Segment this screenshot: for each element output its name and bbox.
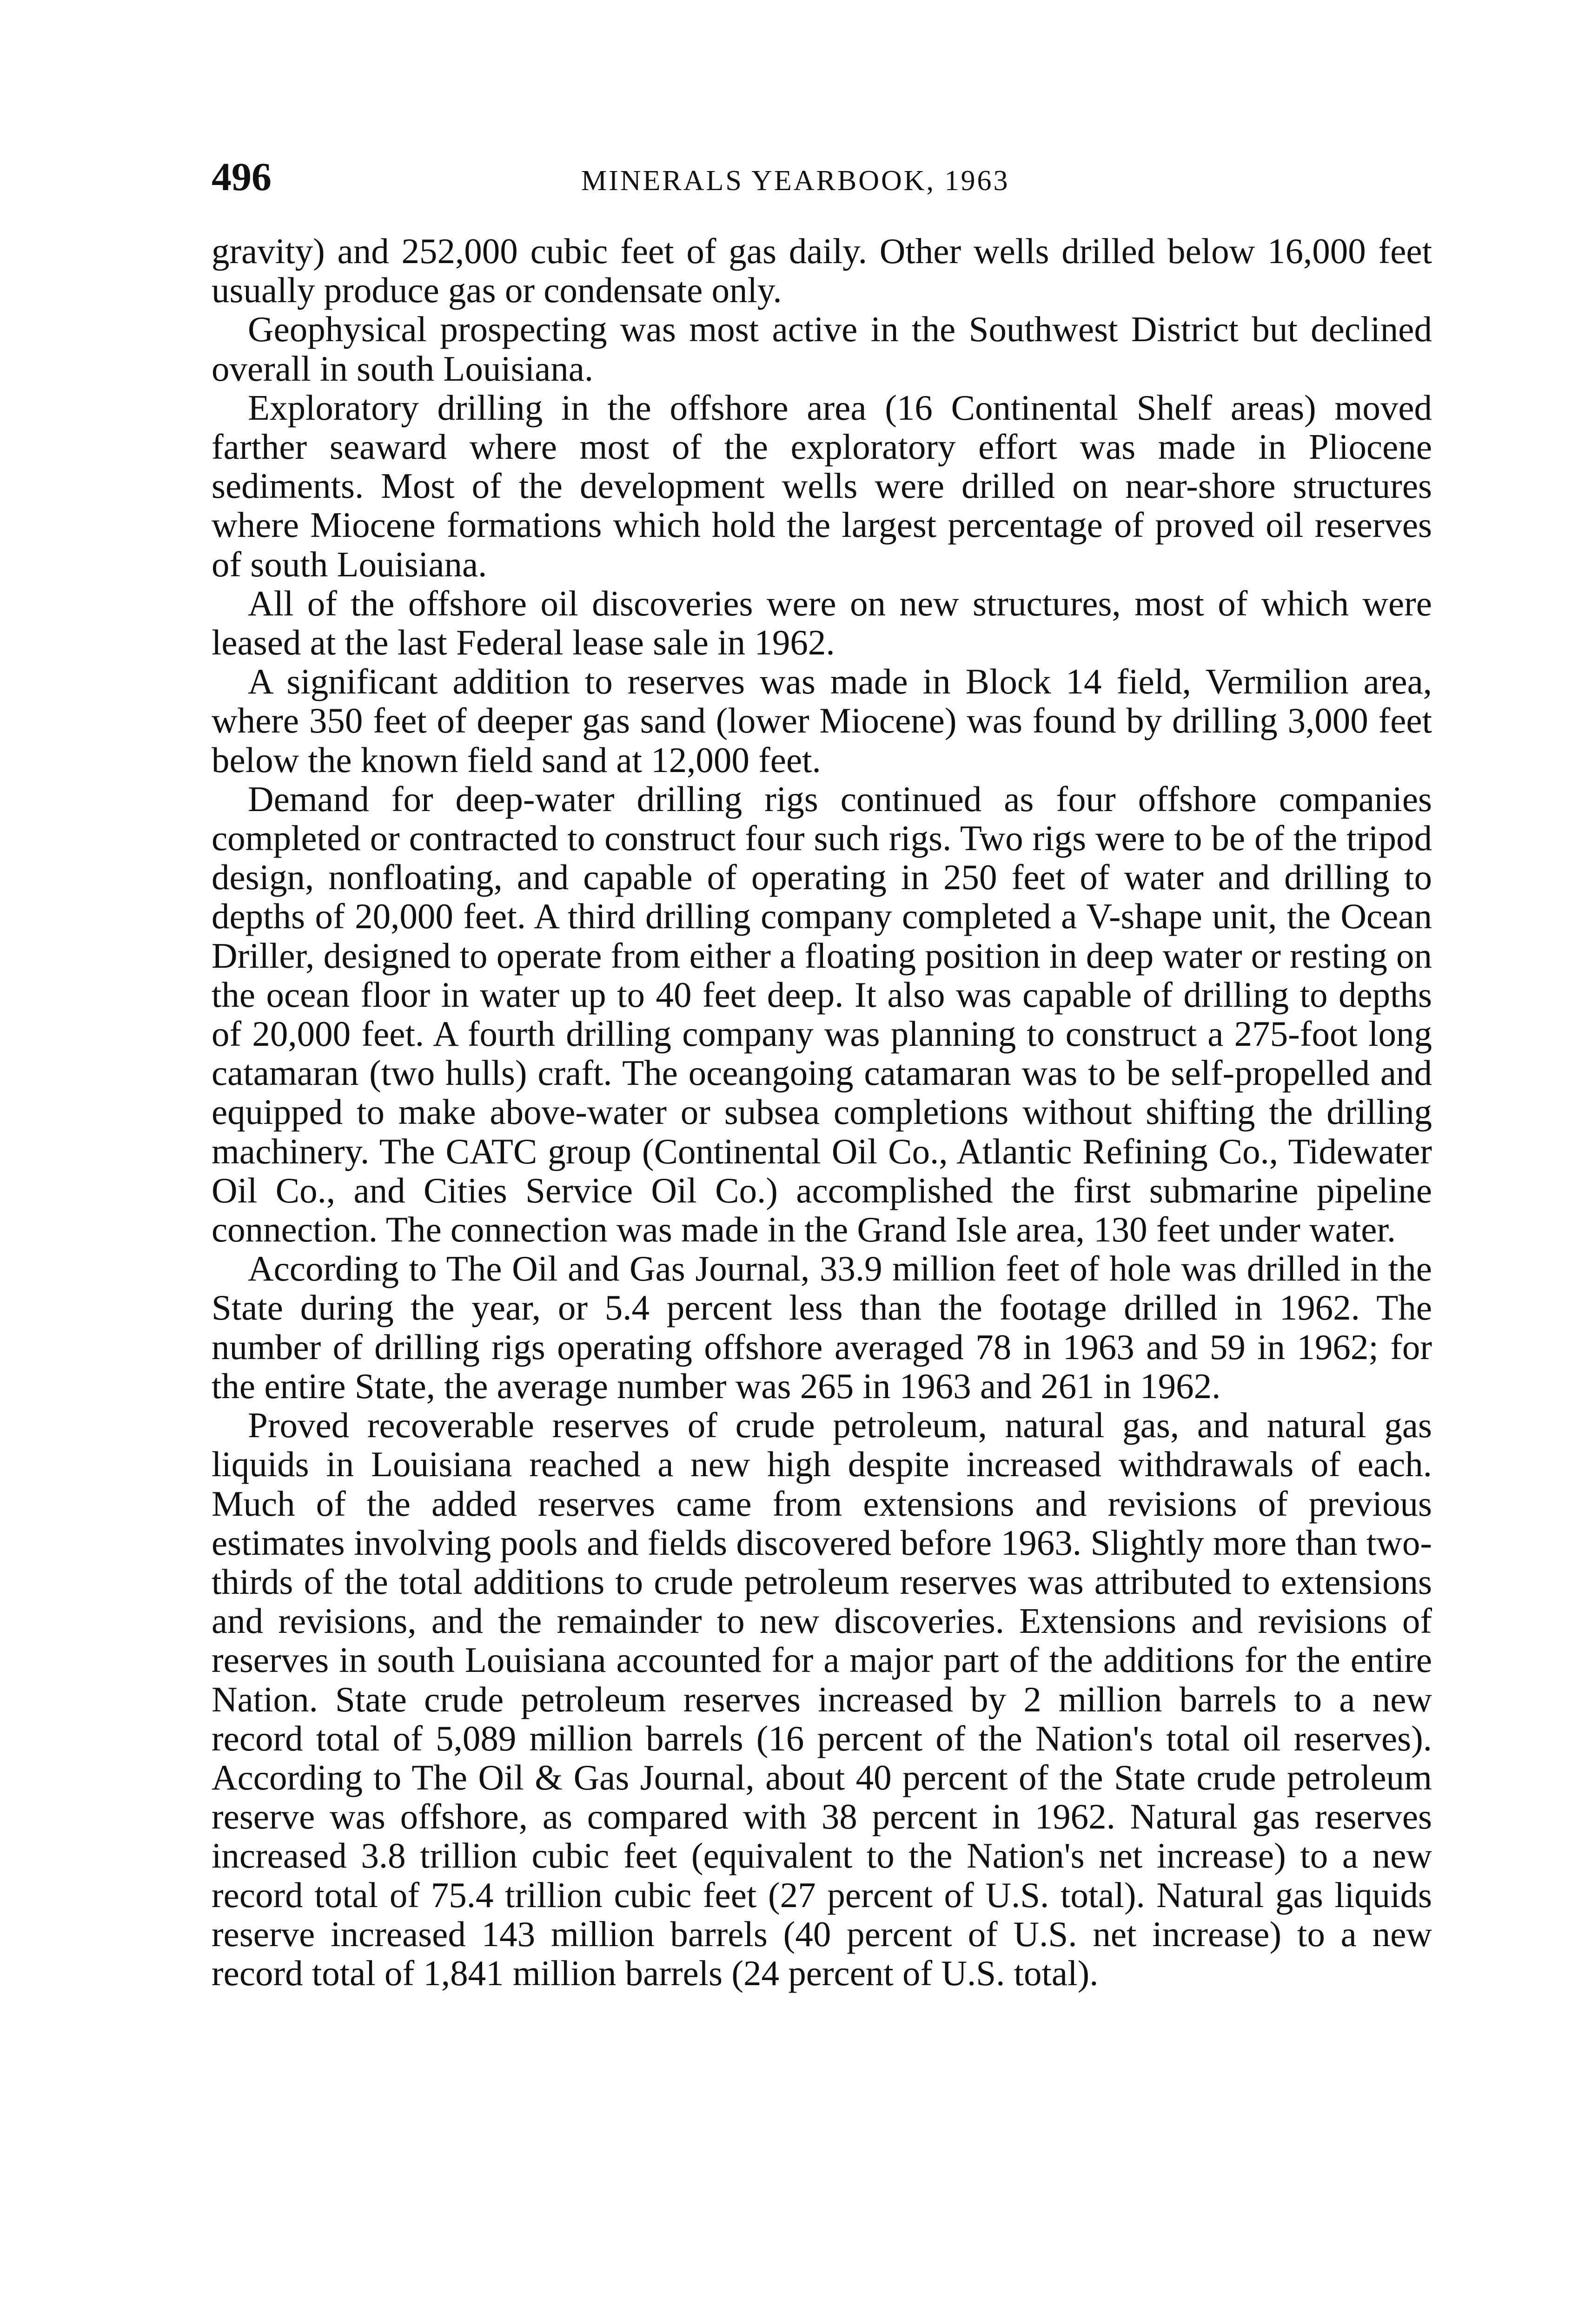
body-text xyxy=(212,231,1432,1993)
paragraph-block-14-addition: A significant addition to reserves was made in Block 14 field, Vermilion area, where 350 feet of deeper gas sand (lower Miocene) was found by drilling 3,000 feet below the known field sand at 12,000 feet. xyxy=(212,661,1432,780)
paragraph-exploratory-drilling: Exploratory drilling in the offshore area (16 Continental Shelf areas) moved farther seaward where most of the exploratory effort was made in Pliocene sediments. Most of the development wells were drilled on near-shore structures where Miocene formations which hold the largest percentage of proved oil reserves of south Louisiana. xyxy=(212,387,1432,584)
paragraph-geophysical-prospecting: Geophysical prospecting was most active in the Southwest District but declined overall in south Louisiana. xyxy=(212,309,1432,389)
paragraph-drilling-rigs: Demand for deep-water drilling rigs continued as four offshore companies completed or contracted to construct four such rigs. Two rigs were to be of the tripod design, nonfloating, and capable of operating in 250 feet of water and drilling to depths of 20,000 feet. A third drilling company completed a V-shape unit, the Ocean Driller, designed to operate from either a floating position in deep water or resting on the ocean floor in water up to 40 feet deep. It also was capable of drilling to depths of 20,000 feet. A fourth drilling company was planning to construct a 275-foot long catamaran (two hulls) craft. The oceangoing catamaran was to be self-propelled and equipped to make above-water or subsea completions without shifting the drilling machinery. The CATC group (Continental Oil Co., Atlantic Refining Co., Tidewater Oil Co., and Cities Service Oil Co.) accomplished the first submarine pipeline connection. The connection was made in the Grand Isle area, 130 feet under water. xyxy=(212,779,1432,1250)
running-head xyxy=(212,153,1432,214)
header-title: MINERALS YEARBOOK, 1963 xyxy=(581,165,1010,197)
paragraph-proved-reserves: Proved recoverable reserves of crude petroleum, natural gas, and natural gas liquids in Louisiana reached a new high despite increased withdrawals of each. Much of the added reserves came from extensions and revisions of previous estimates involving pools and fields discovered before 1963. Slightly more than two-thirds of the total additions to crude petroleum reserves was attributed to extensions and revisions, and the remainder to new discoveries. Extensions and revisions of reserves in south Louisiana accounted for a major part of the additions for the entire Nation. State crude petroleum reserves increased by 2 million barrels to a new record total of 5,089 million barrels (16 percent of the Nation's total oil reserves). According to The Oil & Gas Journal, about 40 percent of the State crude petroleum reserve was offshore, as compared with 38 percent in 1962. Natural gas reserves increased 3.8 trillion cubic feet (equivalent to the Nation's net increase) to a new record total of 75.4 trillion cubic feet (27 percent of U.S. total). Natural gas liquids reserve increased 143 million barrels (40 percent of U.S. net increase) to a new record total of 1,841 million barrels (24 percent of U.S. total). xyxy=(212,1405,1432,1993)
page xyxy=(212,153,1432,1993)
paragraph-offshore-discoveries: All of the offshore oil discoveries were on new structures, most of which were leased at the last Federal lease sale in 1962. xyxy=(212,583,1432,663)
paragraph-continuation: gravity) and 252,000 cubic feet of gas daily. Other wells drilled below 16,000 feet usually produce gas or condensate only. xyxy=(212,231,1432,310)
page-number: 496 xyxy=(212,154,272,199)
paragraph-footage-drilled: According to The Oil and Gas Journal, 33.9 million feet of hole was drilled in the State during the year, or 5.4 percent less than the footage drilled in 1962. The number of drilling rigs operating offshore averaged 78 in 1963 and 59 in 1962; for the entire State, the average number was 265 in 1963 and 261 in 1962. xyxy=(212,1248,1432,1406)
